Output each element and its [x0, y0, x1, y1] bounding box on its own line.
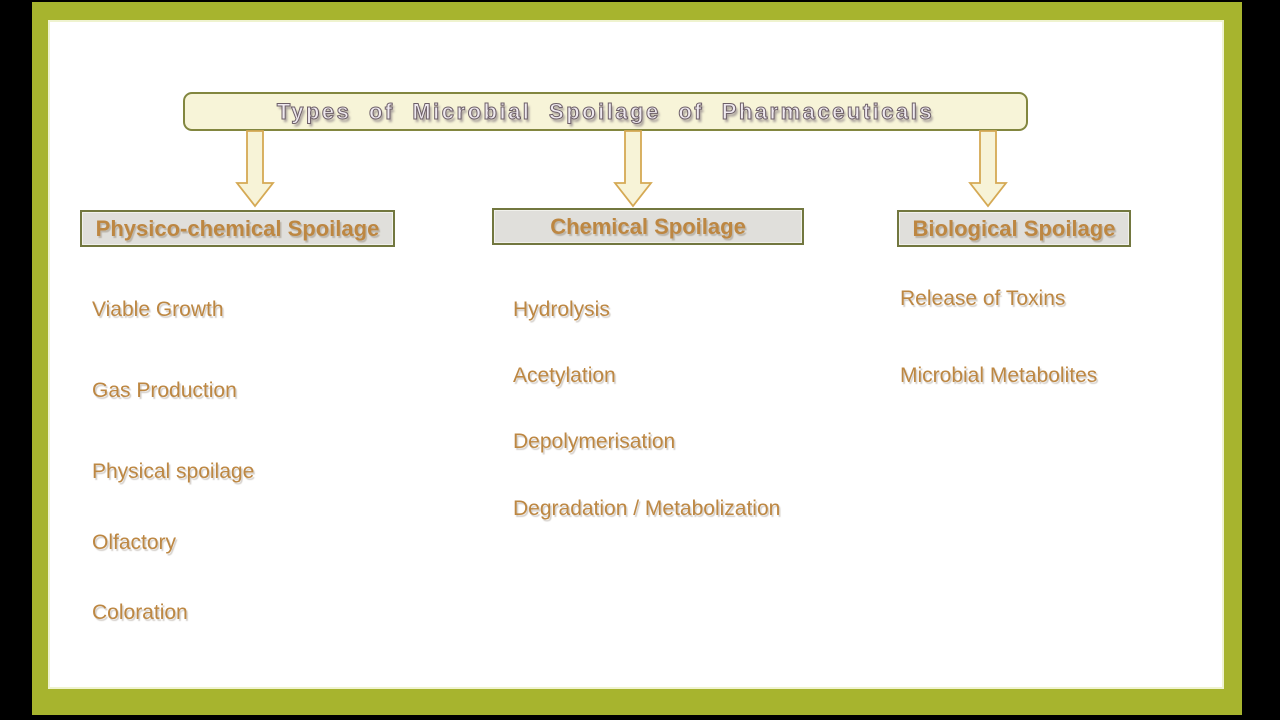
list-item: Physical spoilage: [92, 460, 255, 483]
list-item: Microbial Metabolites: [900, 364, 1098, 387]
list-item: Olfactory: [92, 531, 177, 554]
list-item: Gas Production: [92, 379, 237, 402]
down-arrow-icon: [968, 130, 1008, 208]
down-arrow-icon: [235, 130, 275, 208]
list-item: Viable Growth: [92, 298, 224, 321]
category-heading: Chemical Spoilage: [550, 213, 746, 239]
down-arrow-icon: [613, 130, 653, 208]
list-item: Degradation / Metabolization: [513, 497, 781, 520]
list-item: Depolymerisation: [513, 430, 676, 453]
slide-title: Types of Microbial Spoilage of Pharmaceuticals: [276, 98, 935, 124]
title-box: [183, 92, 1028, 131]
list-item: Coloration: [92, 601, 188, 624]
category-box-physico-chemical: [80, 210, 395, 247]
category-heading: Biological Spoilage: [912, 215, 1116, 241]
list-item: Release of Toxins: [900, 287, 1066, 310]
category-box-biological: [897, 210, 1131, 247]
category-box-chemical: [492, 208, 804, 245]
list-item: Acetylation: [513, 364, 616, 387]
list-item: Hydrolysis: [513, 298, 610, 321]
category-heading: Physico-chemical Spoilage: [95, 215, 380, 241]
